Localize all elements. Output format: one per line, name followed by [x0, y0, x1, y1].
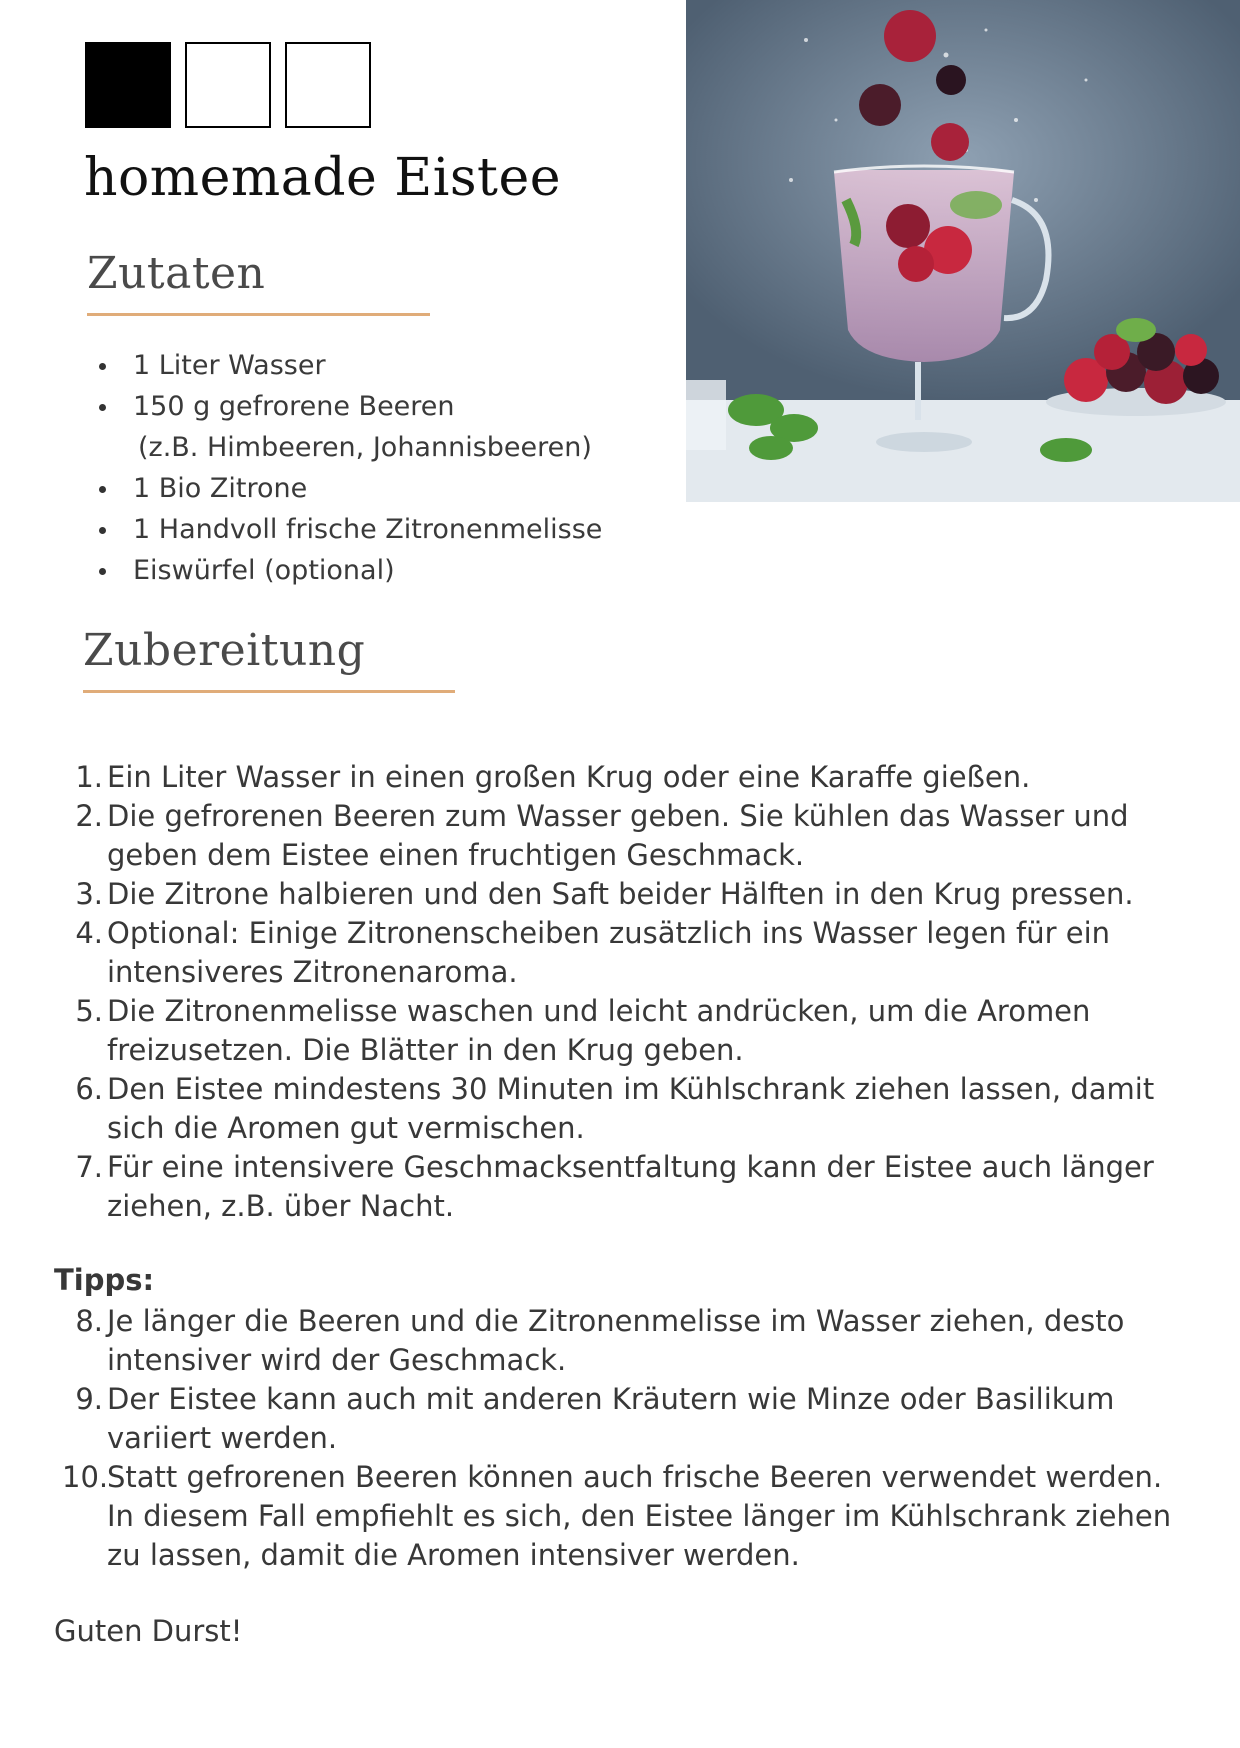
ingredient-item [90, 550, 602, 591]
step-number: 2. [75, 799, 103, 833]
ingredient-item [90, 386, 602, 468]
step-item [62, 1070, 1187, 1148]
ingredient-text: Eiswürfel (optional) [133, 555, 395, 586]
tip-number: 9. [75, 1382, 103, 1416]
step-number: 4. [75, 916, 103, 950]
step-number: 6. [75, 1072, 103, 1106]
step-number: 5. [75, 994, 103, 1028]
tip-text: Je länger die Beeren und die Zitronenmelisse im Wasser ziehen, desto intensiver wird der Geschmack. [107, 1304, 1125, 1377]
outline-square [185, 42, 271, 128]
step-item [62, 758, 1187, 797]
step-item [62, 797, 1187, 875]
tip-number: 8. [75, 1304, 103, 1338]
ingredient-item [90, 345, 602, 386]
ingredient-note: (z.B. Himbeeren, Johannisbeeren) [138, 432, 592, 463]
iced-tea-photo [686, 0, 1240, 502]
step-item [62, 914, 1187, 992]
preparation-steps [62, 758, 1187, 1226]
ingredients-heading: Zutaten [87, 248, 266, 299]
step-item [62, 1148, 1187, 1226]
step-number: 7. [75, 1150, 103, 1184]
tips-heading: Tipps: [54, 1263, 155, 1297]
tip-text: Statt gefrorenen Beeren können auch frische Beeren verwendet werden. In diesem Fall empfiehlt es sich, den Eistee länger im Kühlschrank ziehen zu lassen, damit die Aromen intensiver werden. [107, 1460, 1172, 1572]
tip-item [62, 1458, 1187, 1575]
step-text: Die gefrorenen Beeren zum Wasser geben. Sie kühlen das Wasser und geben dem Eistee einen fruchtigen Geschmack. [107, 799, 1129, 872]
ingredient-text: 1 Bio Zitrone [133, 473, 308, 504]
decorative-squares [85, 42, 371, 128]
step-item [62, 992, 1187, 1070]
outline-square [285, 42, 371, 128]
step-number: 1. [75, 760, 103, 794]
tip-text: Der Eistee kann auch mit anderen Kräutern wie Minze oder Basilikum variiert werden. [107, 1382, 1115, 1455]
tip-number: 10. [62, 1460, 109, 1494]
tip-item [62, 1380, 1187, 1458]
ingredients-list [90, 345, 602, 591]
step-text: Den Eistee mindestens 30 Minuten im Kühlschrank ziehen lassen, damit sich die Aromen gut vermischen. [107, 1072, 1155, 1145]
iced-tea-illustration [686, 0, 1240, 502]
ingredient-item [90, 468, 602, 509]
step-item [62, 875, 1187, 914]
recipe-title: homemade Eistee [84, 148, 561, 208]
step-text: Optional: Einige Zitronenscheiben zusätzlich ins Wasser legen für ein intensiveres Zitronenaroma. [107, 916, 1111, 989]
closing-line: Guten Durst! [54, 1614, 243, 1648]
ingredient-text: 150 g gefrorene Beeren [133, 391, 455, 422]
ingredient-item [90, 509, 602, 550]
filled-square [85, 42, 171, 128]
step-text: Für eine intensivere Geschmacksentfaltung kann der Eistee auch länger ziehen, z.B. über Nacht. [107, 1150, 1154, 1223]
ingredient-text: 1 Liter Wasser [133, 350, 326, 381]
ingredients-divider [87, 313, 430, 316]
step-text: Die Zitronenmelisse waschen und leicht andrücken, um die Aromen freizusetzen. Die Blätter in den Krug geben. [107, 994, 1091, 1067]
step-text: Ein Liter Wasser in einen großen Krug oder eine Karaffe gießen. [107, 760, 1031, 794]
step-text: Die Zitrone halbieren und den Saft beider Hälften in den Krug pressen. [107, 877, 1134, 911]
tip-item [62, 1302, 1187, 1380]
preparation-heading: Zubereitung [83, 625, 366, 676]
step-number: 3. [75, 877, 103, 911]
tips-list [62, 1302, 1187, 1575]
preparation-divider [83, 690, 455, 693]
ingredient-text: 1 Handvoll frische Zitronenmelisse [133, 514, 603, 545]
